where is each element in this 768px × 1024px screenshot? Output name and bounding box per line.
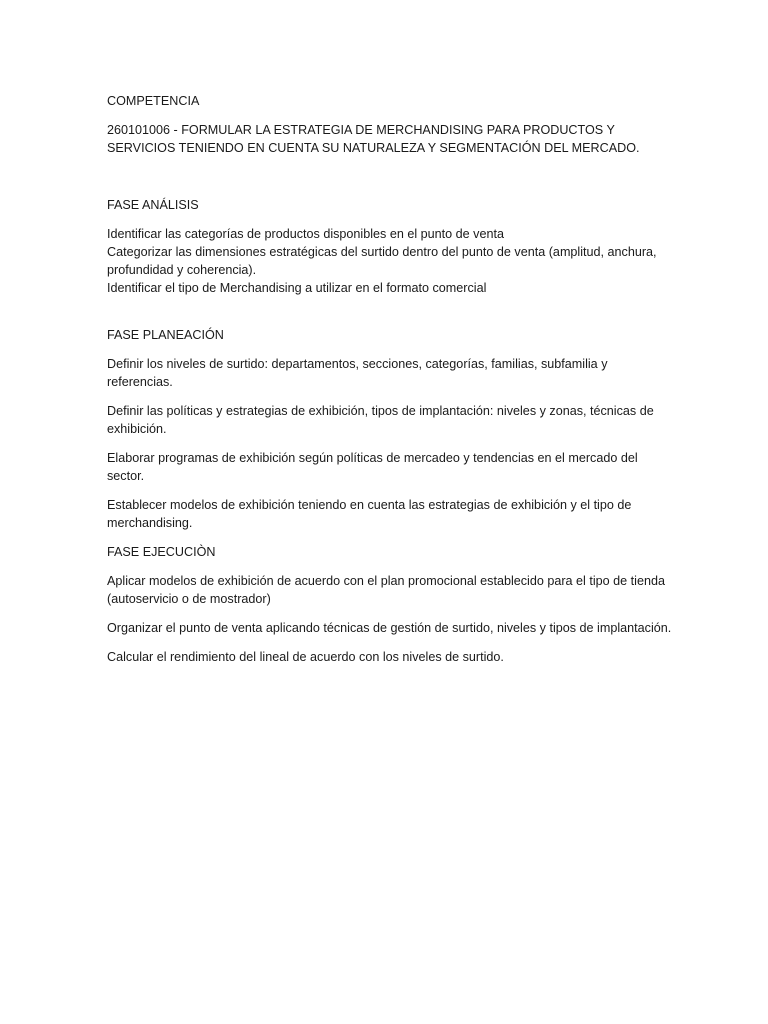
planeacion-paragraph: Definir las políticas y estrategias de exhibición, tipos de implantación: niveles y zonas, técnicas de exhibición. — [107, 404, 654, 436]
ejecucion-paragraph: Aplicar modelos de exhibición de acuerdo con el plan promocional establecido para el tipo de tienda (autoservicio o de mostrador) — [107, 574, 665, 606]
analisis-line: Identificar las categorías de productos disponibles en el punto de venta — [107, 227, 504, 241]
fase-analisis-title: FASE ANÁLISIS — [107, 198, 199, 212]
fase-ejecucion-title: FASE EJECUCIÒN — [107, 545, 216, 559]
ejecucion-paragraph: Organizar el punto de venta aplicando técnicas de gestión de surtido, niveles y tipos de implantación. — [107, 621, 672, 635]
fase-analisis-list — [107, 225, 673, 297]
competencia-title: COMPETENCIA — [107, 94, 200, 108]
planeacion-paragraph: Definir los niveles de surtido: departamentos, secciones, categorías, familias, subfamilia y referencias. — [107, 357, 608, 389]
fase-planeacion-title: FASE PLANEACIÓN — [107, 328, 224, 342]
planeacion-paragraph: Elaborar programas de exhibición según políticas de mercadeo y tendencias en el mercado del sector. — [107, 451, 638, 483]
analisis-line: Identificar el tipo de Merchandising a utilizar en el formato comercial — [107, 281, 487, 295]
competencia-text: 260101006 - FORMULAR LA ESTRATEGIA DE MERCHANDISING PARA PRODUCTOS Y SERVICIOS TENIENDO EN CUENTA SU NATURALEZA Y SEGMENTACIÓN DEL MERCADO. — [107, 123, 640, 155]
ejecucion-paragraph: Calcular el rendimiento del lineal de acuerdo con los niveles de surtido. — [107, 650, 504, 664]
document-body — [107, 92, 673, 677]
planeacion-paragraph: Establecer modelos de exhibición teniendo en cuenta las estrategias de exhibición y el tipo de merchandising. — [107, 498, 632, 530]
analisis-line: Categorizar las dimensiones estratégicas del surtido dentro del punto de venta (amplitud, anchura, profundidad y coherencia). — [107, 245, 657, 277]
